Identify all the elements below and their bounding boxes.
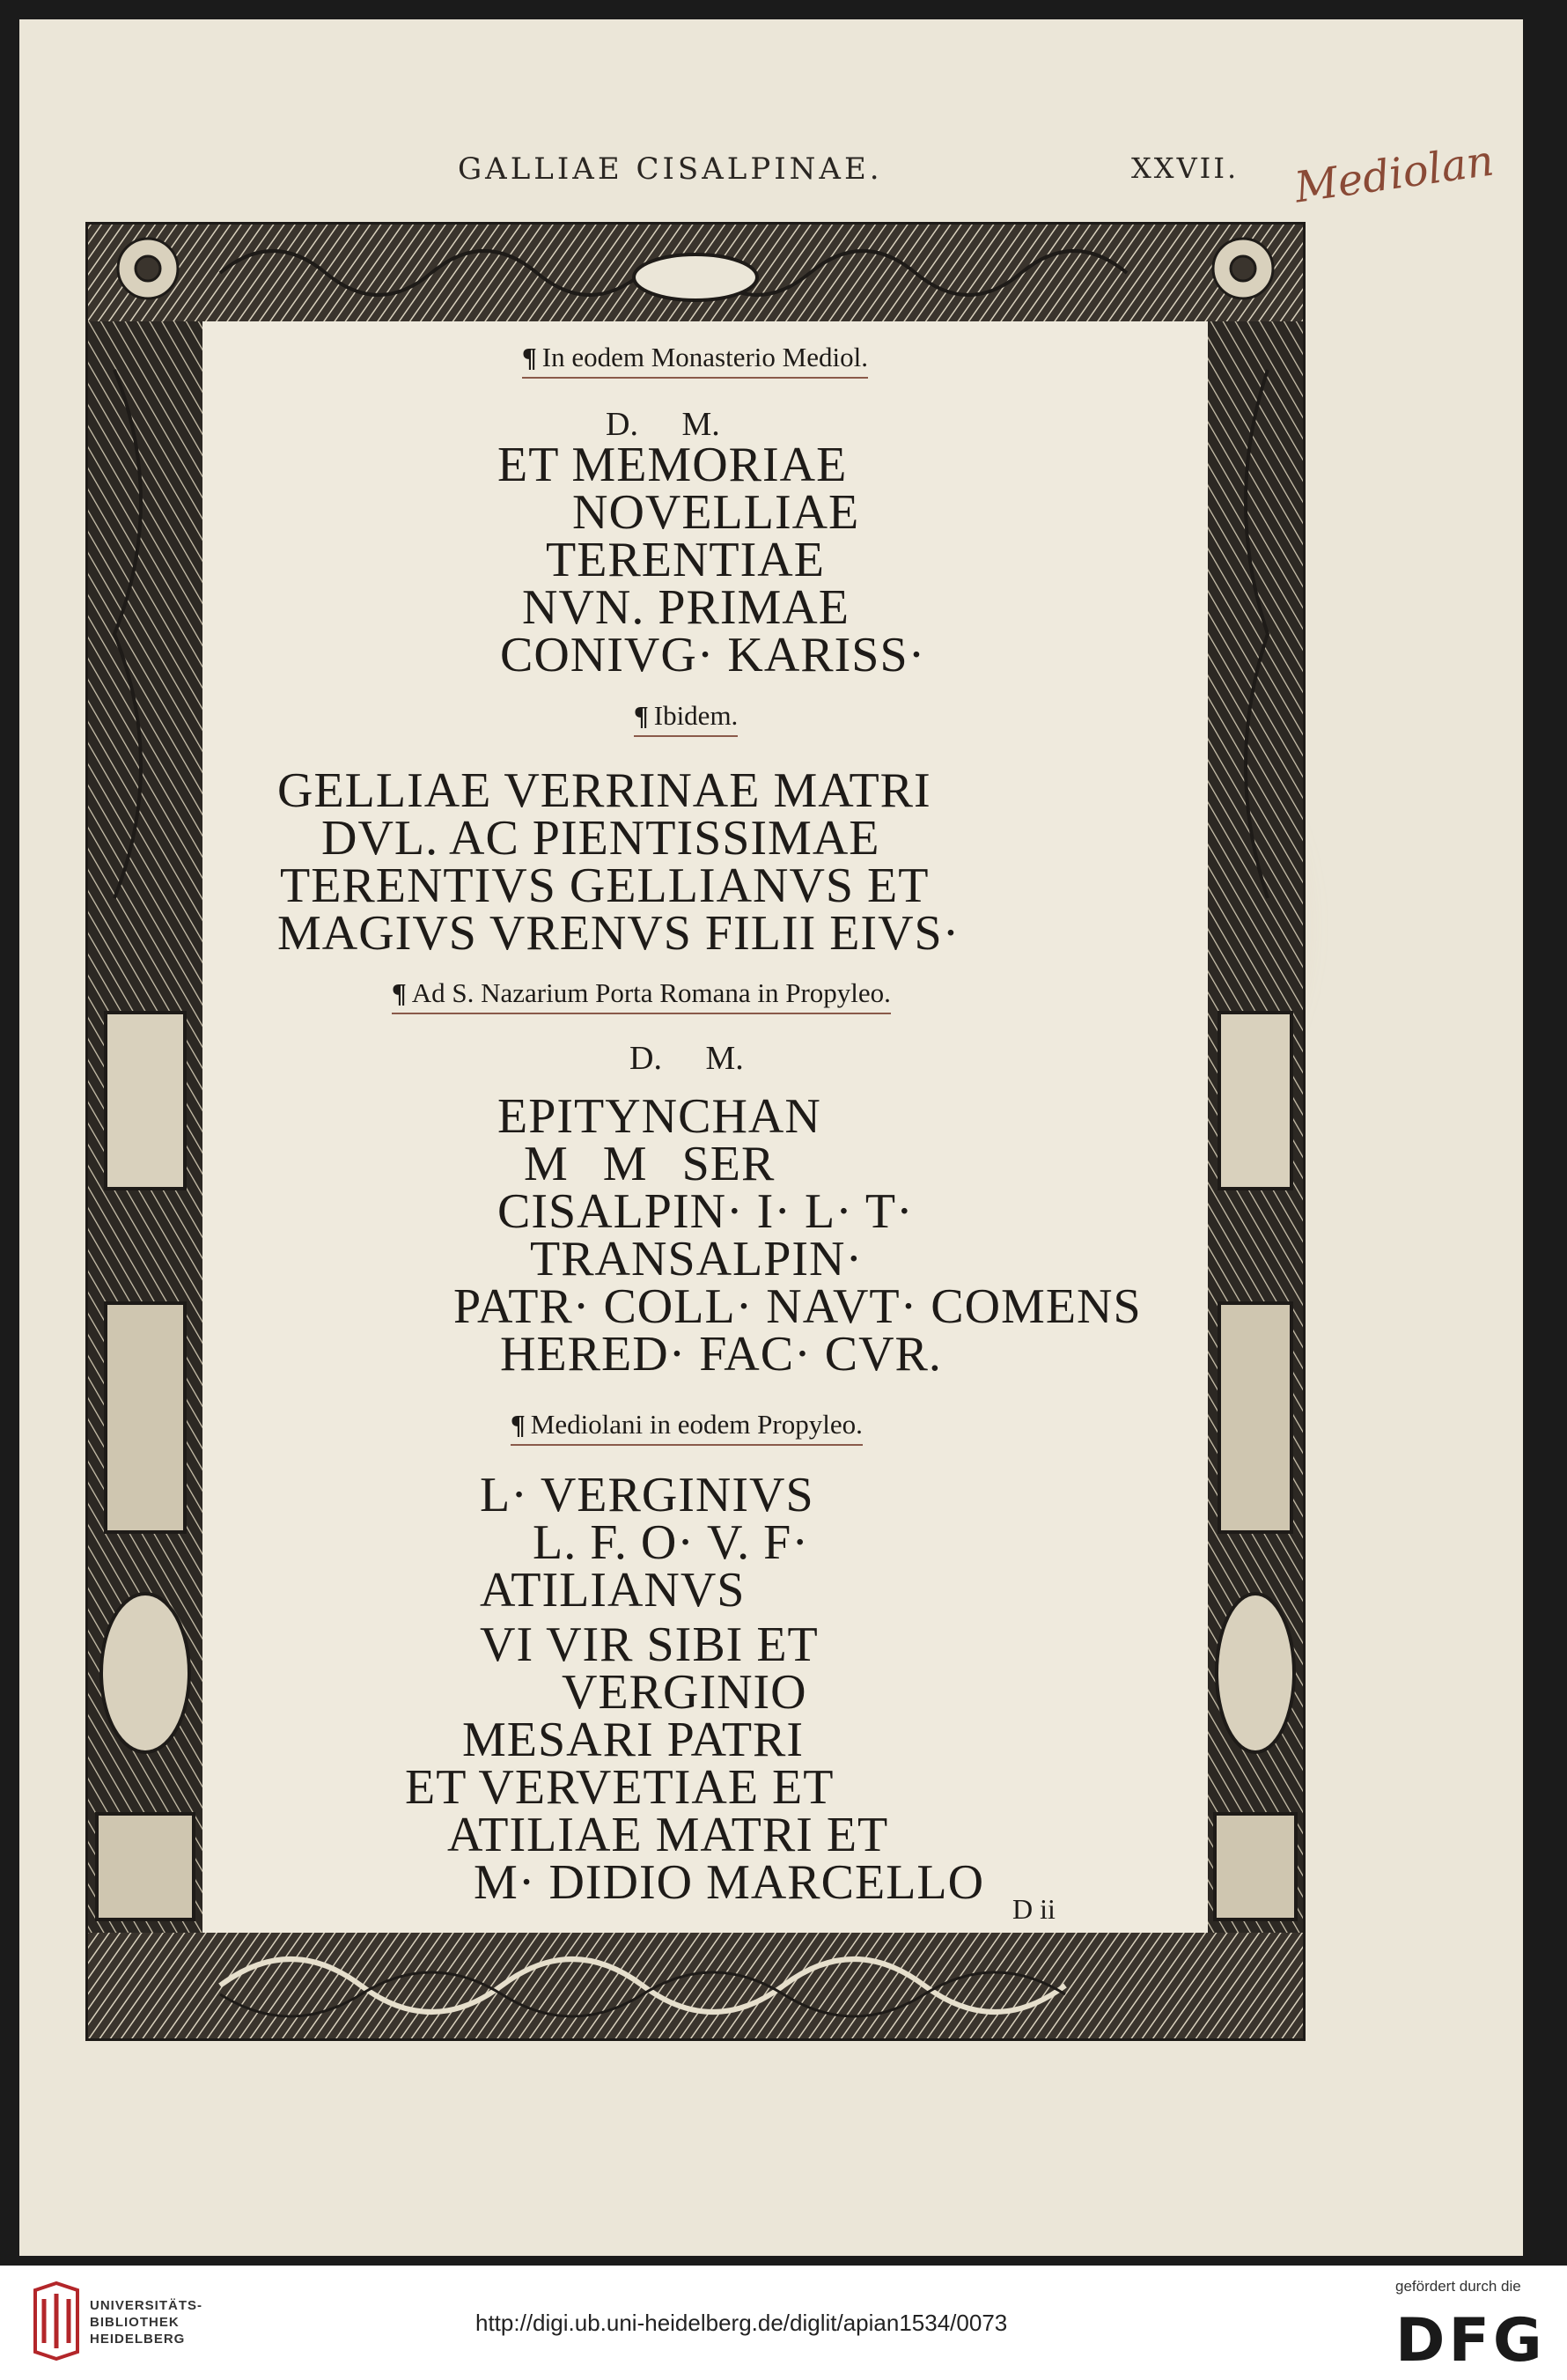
rubric-3 <box>392 977 891 1014</box>
inscription-line: MESARI PATRI <box>462 1713 805 1767</box>
handwritten-annotation: Mediolan <box>1291 136 1497 213</box>
university-library-name: UNIVERSITÄTS- BIBLIOTHEK HEIDELBERG <box>90 2298 203 2347</box>
pilcrow-icon: ¶ <box>634 700 649 731</box>
funding-label: gefördert durch die <box>1395 2278 1521 2295</box>
dfg-logo: DFG <box>1395 2306 1546 2376</box>
rubric-text: In eodem Monasterio Mediol. <box>541 342 868 372</box>
pilcrow-icon: ¶ <box>511 1409 526 1440</box>
inscription-line: PATR· COLL· NAVT· COMENS <box>453 1279 1142 1334</box>
inscription-line: ATILIAE MATRI ET <box>447 1808 889 1862</box>
inscription-line: L. F. O· V. F· <box>533 1515 809 1570</box>
pilcrow-icon: ¶ <box>522 342 537 372</box>
inscription-line: TRANSALPIN· <box>530 1232 864 1286</box>
inscription-line: L· VERGINIVS <box>480 1468 814 1522</box>
dm-heading: D. M. <box>629 1040 744 1077</box>
permalink-url[interactable]: http://digi.ub.uni-heidelberg.de/diglit/apian1534/0073 <box>475 2310 1008 2336</box>
rubric-4 <box>511 1409 863 1446</box>
inscription-line: MAGIVS VRENVS FILII EIVS· <box>277 906 960 961</box>
rubric-2 <box>634 700 738 737</box>
inscription-line: TERENTIAE <box>546 533 825 587</box>
inscription-line: HERED· FAC· CVR. <box>500 1327 942 1382</box>
pilcrow-icon: ¶ <box>392 977 407 1008</box>
dm-heading: D. M. <box>606 406 720 443</box>
rubric-text: Mediolani in eodem Propyleo. <box>530 1409 863 1440</box>
inscription-line: M· DIDIO MARCELLO <box>474 1855 985 1910</box>
bottom-ornament-band <box>88 1933 1303 2038</box>
rubric-text: Ibidem. <box>653 700 739 731</box>
inscription-page-content <box>211 308 1206 1919</box>
inscription-line: ET MEMORIAE <box>497 438 848 492</box>
inscription-line: ET VERVETIAE ET <box>405 1760 835 1815</box>
inscription-line: NOVELLIAE <box>572 485 860 540</box>
university-library-logo-icon <box>32 2281 81 2361</box>
running-head-title: GALLIAE CISALPINAE. <box>458 151 883 187</box>
inscription-line: NVN. PRIMAE <box>522 580 850 635</box>
rubric-text: Ad S. Nazarium Porta Romana in Propyleo. <box>411 977 891 1008</box>
page-number: XXVII. <box>1131 151 1240 185</box>
inscription-line: GELLIAE VERRINAE MATRI <box>277 763 931 818</box>
inscription-line: ATILIANVS <box>480 1563 746 1617</box>
viewer-footer <box>0 2266 1567 2380</box>
inscription-line: M M SER <box>524 1137 776 1191</box>
signature-mark: D ii <box>1012 1893 1056 1925</box>
inscription-line: EPITYNCHAN <box>497 1089 821 1144</box>
inscription-line: TERENTIVS GELLIANVS ET <box>280 858 930 913</box>
inscription-line: DVL. AC PIENTISSIMAE <box>321 811 880 866</box>
inscription-line: VI VIR SIBI ET <box>480 1617 819 1672</box>
rubric-1 <box>522 342 868 379</box>
inscription-line: CISALPIN· I· L· T· <box>497 1184 914 1239</box>
inscription-line: VERGINIO <box>562 1665 807 1720</box>
inscription-line: CONIVG· KARISS· <box>500 628 926 682</box>
